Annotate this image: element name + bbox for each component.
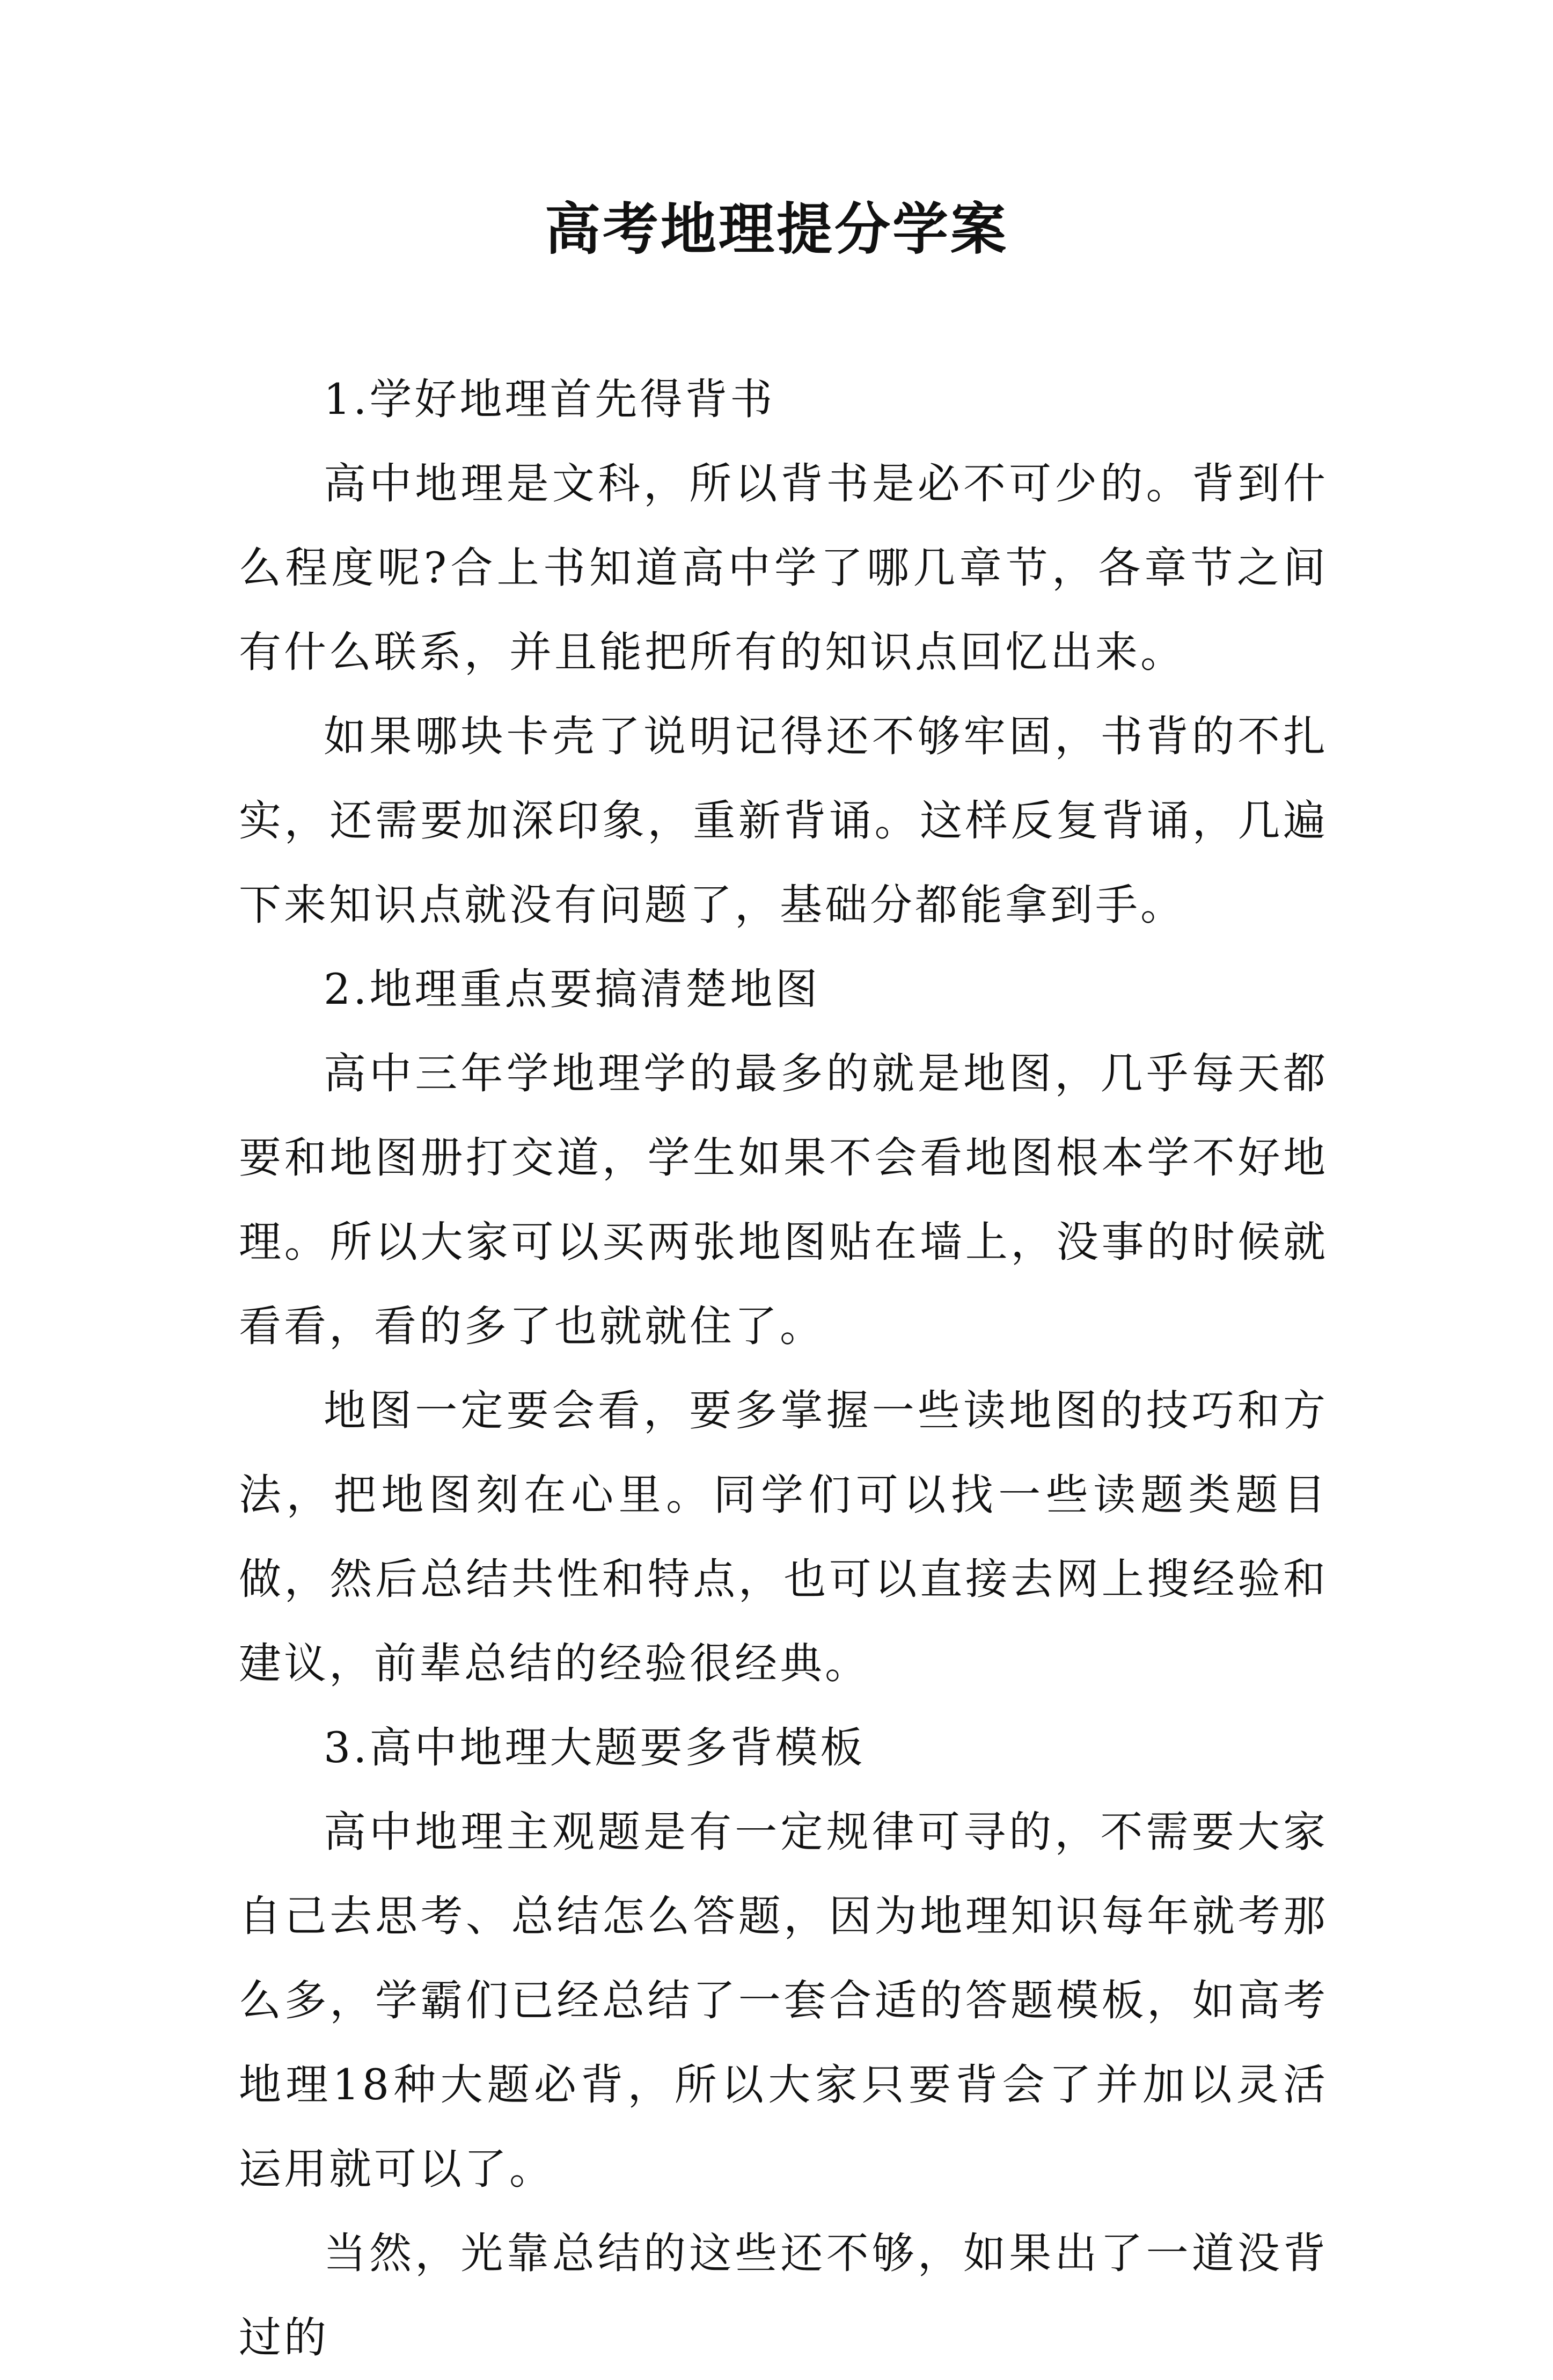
section-heading-3: 3.高中地理大题要多背模板	[324, 1723, 866, 1772]
paragraph: 当然，光靠总结的这些还不够，如果出了一道没背过的	[239, 2229, 1328, 2362]
document-body	[239, 357, 1328, 2380]
document-title: 高考地理提分学案	[544, 196, 1008, 262]
paragraph: 如果哪块卡壳了说明记得还不够牢固，书背的不扎实，还需要加深印象，重新背诵。这样反复背诵，几遍下来知识点就没有问题了，基础分都能拿到手。	[239, 712, 1328, 930]
paragraph: 地图一定要会看，要多掌握一些读地图的技巧和方法，把地图刻在心里。同学们可以找一些读题类题目做，然后总结共性和特点，也可以直接去网上搜经验和建议，前辈总结的经验很经典。	[239, 1386, 1328, 1688]
paragraph: 高中地理主观题是有一定规律可寻的，不需要大家自己去思考、总结怎么答题，因为地理知识每年就考那么多，学霸们已经总结了一套合适的答题模板，如高考地理18种大题必背，所以大家只要背会了并加以灵活运用就可以了。	[239, 1807, 1328, 2194]
paragraph: 高中三年学地理学的最多的就是地图，几乎每天都要和地图册打交道，学生如果不会看地图根本学不好地理。所以大家可以买两张地图贴在墙上，没事的时候就看看，看的多了也就就住了。	[239, 1049, 1328, 1351]
section-heading-2: 2.地理重点要搞清楚地图	[324, 965, 821, 1014]
section-heading-1: 1.学好地理首先得背书	[324, 375, 775, 424]
paragraph: 高中地理是文科，所以背书是必不可少的。背到什么程度呢?合上书知道高中学了哪几章节，各章节之间有什么联系，并且能把所有的知识点回忆出来。	[239, 459, 1328, 677]
